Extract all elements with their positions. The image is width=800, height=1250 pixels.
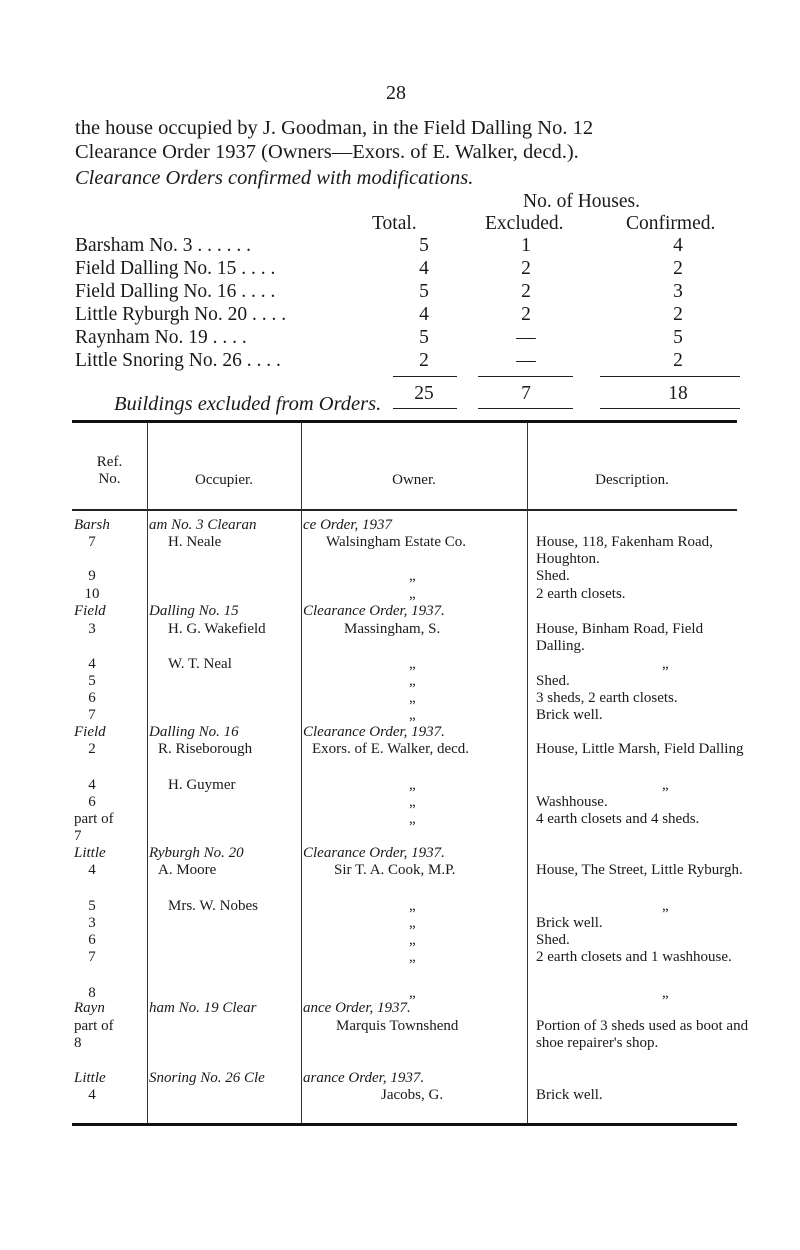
ref-no-header: Ref. No.: [96, 454, 123, 487]
summary-row-name: Barsham No. 3 . . . . . .: [75, 235, 252, 256]
owner: „: [409, 777, 416, 793]
summary-confirmed-total: 18: [668, 383, 688, 404]
ref-no: 2: [88, 741, 96, 757]
houses-group-header: No. of Houses.: [523, 191, 640, 212]
section-occupier-label: Ryburgh No. 20: [149, 845, 244, 861]
section-owner-label: Clearance Order, 1937.: [303, 603, 445, 619]
description: „: [662, 898, 669, 914]
total-rule: [393, 408, 457, 409]
description: Shed.: [536, 673, 570, 689]
owner: „: [409, 794, 416, 810]
excluded-buildings-heading: Buildings excluded from Orders.: [114, 393, 382, 415]
occupier: R. Riseborough: [158, 741, 253, 757]
summary-row-confirmed: 3: [673, 281, 683, 302]
owner: „: [409, 656, 416, 672]
ref-no: part of 8: [74, 1018, 114, 1051]
description: 4 earth closets and 4 sheds.: [536, 811, 700, 827]
ref-no: 3: [88, 915, 96, 931]
description: 2 earth closets.: [536, 586, 626, 602]
excluded-buildings-table: [72, 420, 749, 1128]
section-owner-label: ance Order, 1937.: [303, 1000, 411, 1016]
occupier: A. Moore: [158, 862, 217, 878]
ref-no: 4: [88, 656, 96, 672]
summary-row-excluded: 1: [521, 235, 531, 256]
excluded-rule: [478, 376, 573, 377]
ref-no: 6: [88, 794, 96, 810]
summary-row-total: 5: [419, 327, 429, 348]
section-ref-label: Rayn: [74, 1000, 105, 1016]
summary-row-confirmed: 2: [673, 258, 683, 279]
description: Brick well.: [536, 707, 603, 723]
owner: „: [409, 811, 416, 827]
ref-no: 4: [88, 862, 96, 878]
owner: Sir T. A. Cook, M.P.: [334, 862, 456, 878]
summary-row-total: 5: [419, 281, 429, 302]
description: House, 118, Fakenham Road, Houghton.: [536, 534, 713, 567]
description: „: [662, 777, 669, 793]
summary-row-excluded: 2: [521, 258, 531, 279]
confirmed-rule: [600, 408, 740, 409]
summary-excluded-total: 7: [521, 383, 531, 404]
col-total-header: Total.: [372, 213, 417, 234]
intro-line-2: Clearance Order 1937 (Owners—Exors. of E. Walker, decd.).: [75, 141, 579, 163]
occupier-header: Occupier.: [195, 472, 253, 488]
table-top-rule: [72, 420, 737, 423]
occupier: H. Neale: [168, 534, 222, 550]
section-ref-label: Field: [74, 603, 106, 619]
section-ref-label: Barsh: [74, 517, 110, 533]
section-owner-label: arance Order, 1937.: [303, 1070, 425, 1086]
summary-row-confirmed: 5: [673, 327, 683, 348]
owner: „: [409, 898, 416, 914]
ref-no: 5: [88, 898, 96, 914]
summary-row-total: 4: [419, 258, 429, 279]
owner: Jacobs, G.: [381, 1087, 444, 1103]
description: „: [662, 656, 669, 672]
owner: „: [409, 568, 416, 584]
owner: „: [409, 985, 416, 1001]
summary-row-excluded: 2: [521, 281, 531, 302]
section-ref-label: Little: [74, 845, 106, 861]
summary-row-total: 4: [419, 304, 429, 325]
table-bottom-rule: [72, 1123, 737, 1126]
owner: Marquis Townshend: [336, 1018, 459, 1034]
description: Washhouse.: [536, 794, 608, 810]
owner-header: Owner.: [392, 472, 436, 488]
occupier: W. T. Neal: [168, 656, 232, 672]
description: Portion of 3 sheds used as boot and shoe repairer's shop.: [536, 1018, 749, 1051]
ref-no: 5: [88, 673, 96, 689]
description: House, Binham Road, Field Dalling.: [536, 621, 704, 654]
description: Shed.: [536, 932, 570, 948]
description: Brick well.: [536, 1087, 603, 1103]
ref-no: 3: [88, 621, 96, 637]
description: 2 earth closets and 1 washhouse.: [536, 949, 732, 965]
summary-row-excluded: —: [516, 350, 536, 371]
description: House, Little Marsh, Field Dalling: [536, 741, 744, 757]
occupier: H. G. Wakefield: [168, 621, 266, 637]
owner: „: [409, 915, 416, 931]
section-occupier-label: Dalling No. 15: [149, 603, 239, 619]
summary-row-name: Little Snoring No. 26 . . . .: [75, 350, 281, 371]
summary-row-name: Raynham No. 19 . . . .: [75, 327, 247, 348]
summary-row-name: Field Dalling No. 16 . . . .: [75, 281, 276, 302]
ref-no: part of 7: [74, 811, 114, 844]
confirmed-rule: [600, 376, 740, 377]
description: 3 sheds, 2 earth closets.: [536, 690, 678, 706]
section-owner-label: ce Order, 1937: [303, 517, 393, 533]
section-occupier-label: ham No. 19 Clear: [149, 1000, 257, 1016]
ref-no: 7: [88, 949, 96, 965]
owner: „: [409, 949, 416, 965]
ref-no: 4: [88, 777, 96, 793]
ref-no: 8: [88, 985, 96, 1001]
section-owner-label: Clearance Order, 1937.: [303, 845, 445, 861]
table-header-rule: [72, 509, 737, 511]
description: Brick well.: [536, 915, 603, 931]
column-divider: [527, 423, 528, 1123]
owner: Massingham, S.: [344, 621, 441, 637]
summary-row-excluded: 2: [521, 304, 531, 325]
section-occupier-label: Snoring No. 26 Cle: [149, 1070, 265, 1086]
occupier: H. Guymer: [168, 777, 236, 793]
ref-no: 4: [88, 1087, 96, 1103]
summary-row-confirmed: 2: [673, 350, 683, 371]
column-divider: [147, 423, 148, 1123]
owner: Exors. of E. Walker, decd.: [312, 741, 470, 757]
excluded-rule: [478, 408, 573, 409]
total-rule: [393, 376, 457, 377]
ref-no: 10: [84, 586, 100, 602]
intro-line-1: the house occupied by J. Goodman, in the Field Dalling No. 12: [75, 117, 594, 139]
owner: Walsingham Estate Co.: [326, 534, 467, 550]
summary-row-total: 5: [419, 235, 429, 256]
owner: „: [409, 673, 416, 689]
summary-row-excluded: —: [516, 327, 536, 348]
owner: „: [409, 690, 416, 706]
summary-row-name: Field Dalling No. 15 . . . .: [75, 258, 276, 279]
page-number: 28: [386, 82, 406, 104]
owner: „: [409, 586, 416, 602]
section-owner-label: Clearance Order, 1937.: [303, 724, 445, 740]
owner: „: [409, 932, 416, 948]
section-ref-label: Field: [74, 724, 106, 740]
section-occupier-label: am No. 3 Clearan: [149, 517, 257, 533]
occupier: Mrs. W. Nobes: [168, 898, 259, 914]
ref-no: 6: [88, 932, 96, 948]
col-confirmed-header: Confirmed.: [626, 213, 716, 234]
col-excluded-header: Excluded.: [485, 213, 564, 234]
section-occupier-label: Dalling No. 16: [149, 724, 239, 740]
ref-no: 7: [88, 534, 96, 550]
ref-no: 7: [88, 707, 96, 723]
ref-no: 9: [88, 568, 96, 584]
summary-row-name: Little Ryburgh No. 20 . . . .: [75, 304, 287, 325]
description-header: Description.: [595, 472, 669, 488]
owner: „: [409, 707, 416, 723]
summary-row-confirmed: 4: [673, 235, 683, 256]
description: „: [662, 985, 669, 1001]
column-divider: [301, 423, 302, 1123]
section-ref-label: Little: [74, 1070, 106, 1086]
description: Shed.: [536, 568, 570, 584]
modified-orders-heading: Clearance Orders confirmed with modifications.: [75, 167, 474, 189]
description: House, The Street, Little Ryburgh.: [536, 862, 743, 878]
summary-row-total: 2: [419, 350, 429, 371]
ref-no: 6: [88, 690, 96, 706]
summary-row-confirmed: 2: [673, 304, 683, 325]
summary-grand-total: 25: [414, 383, 434, 404]
